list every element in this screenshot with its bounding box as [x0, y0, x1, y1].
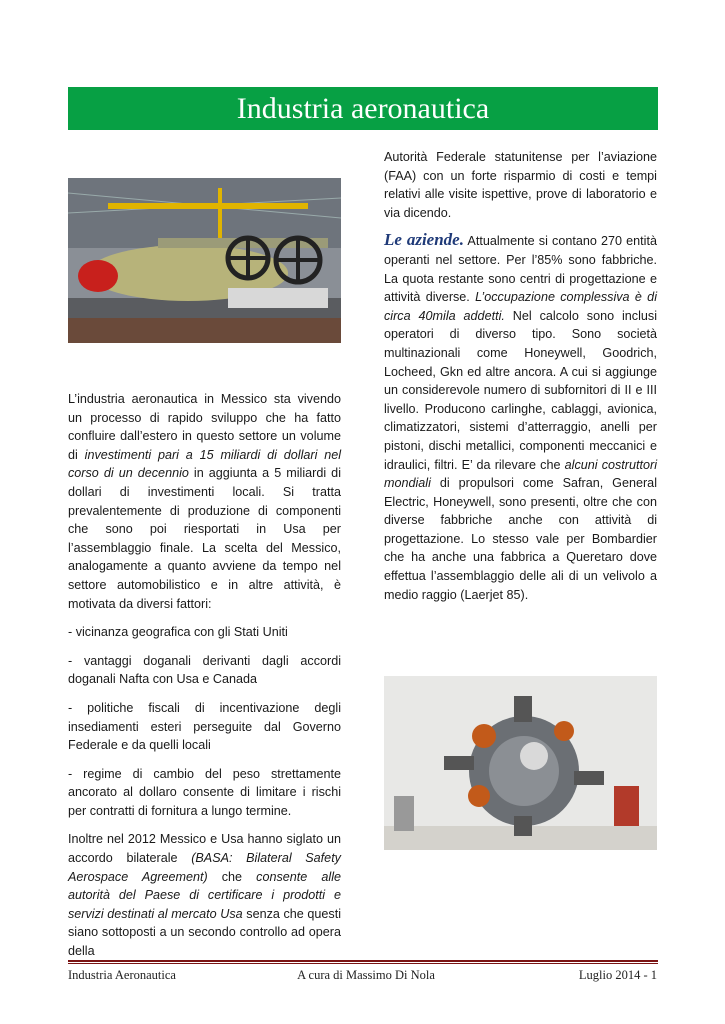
list-item: - politiche fiscali di incentivazione degli insediamenti esteri perseguite dal Governo Federale e da quelli locali	[68, 700, 341, 753]
basa-paragraph: Inoltre nel 2012 Messico e Usa hanno siglato un accordo bilaterale (BASA: Bilateral Safety Aerospace Agreement) che consente alle autorità del Paese di certificare i prodotti e servizi destinati al mercato Usa senza che questi siano sottoposti a un secondo controllo ad opera della	[68, 832, 342, 959]
footer-divider-thin	[68, 963, 658, 964]
aircraft-hangar-photo	[68, 178, 341, 343]
footer-page-number: Luglio 2014 - 1	[578, 968, 657, 982]
list-item: - vantaggi doganali derivanti dagli accordi doganali Nafta con Usa e Canada	[68, 653, 341, 687]
left-column	[68, 390, 341, 971]
companies-paragraph: Le aziende. Attualmente si contano 270 entità operanti nel settore. Per l’85% sono fabbriche. La quota restante sono centri di progettazione e attività diverse. L’occupazione complessiva è di circa 40mila addetti. Nel calcolo sono inclusi operatori di diverso tipo. Sono società multinazionali come Honeywell, Goodrich, Locheed, Gkn ed altre ancora. A cui si aggiunge un considerevole numero di subfornitori di II e III livello. Producono carlinghe, cablaggi, avionica, climatizzatori, sistemi d’atterraggio, anelli per pistoni, dischi metallici, componenti meccanici e idraulici, filtri. E’ da rilevare che alcuni costruttori mondiali di propulsori come Safran, General Electric, Honeywell, sono presenti, oltre che con diverse fabbriche anche con attività di progettazione. Lo stesso vale per Bombardier che ha anche una fabbrica a Queretaro dove effettua l’assemblaggio delle ali di un velivolo a medio raggio (Laerjet 85).	[384, 230, 658, 602]
section-heading: Le aziende.	[384, 230, 464, 250]
list-item: - regime di cambio del peso strettamente ancorato al dollaro consente di limitare i rischi per contratti di fornitura a lungo termine.	[68, 766, 341, 818]
right-column	[384, 148, 657, 614]
radial-engine-photo	[384, 676, 657, 850]
title-banner	[68, 87, 658, 130]
list-item: - vicinanza geografica con gli Stati Uniti	[68, 625, 288, 640]
footer-center: A cura di Massimo Di Nola	[297, 968, 435, 982]
footer-divider	[68, 960, 658, 962]
page-title: Industria aeronautica	[236, 92, 490, 125]
footer-left: Industria Aeronautica	[68, 968, 176, 982]
intro-paragraph: L’industria aeronautica in Messico sta vivendo un processo di rapido sviluppo che ha fatto confluire dall’estero in questo settore un volume di investimenti pari a 15 miliardi di dollari nel corso di un decennio in aggiunta a 5 miliardi di dollari di investimenti locali. Si tratta prevalentemente di produzione di componenti che sono poi riesportati in Usa per l’assemblaggio finale. La scelta del Messico, analogamente a quanto avviene da tempo nel settore automobilistico e in altre attività, è motivata da diversi fattori:	[68, 392, 341, 611]
continuation-paragraph: Autorità Federale statunitense per l’aviazione (FAA) con un forte risparmio di costi e tempi relativi alle visite ispettive, prove di laboratorio e via dicendo.	[384, 150, 657, 220]
